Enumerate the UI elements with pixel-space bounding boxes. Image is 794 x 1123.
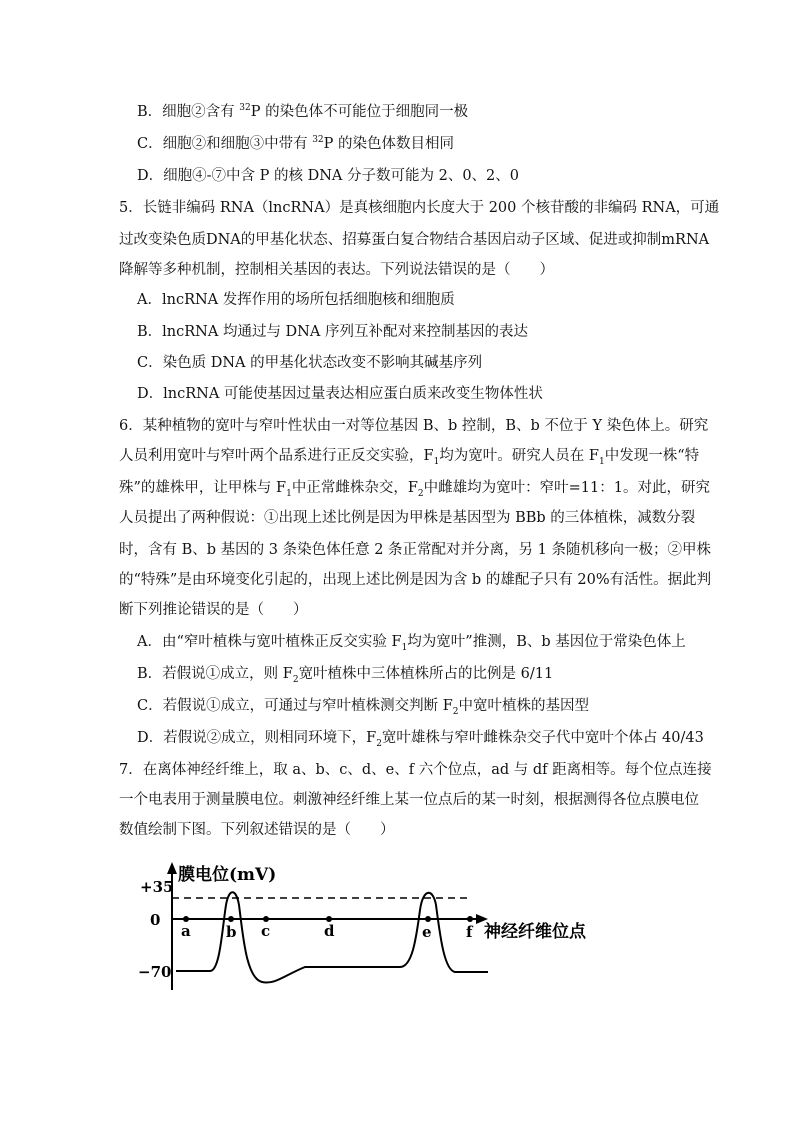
q5-option-b: B．lncRNA 均通过与 DNA 序列互补配对来控制基因的表达 (137, 324, 528, 340)
ytick-0: 0 (150, 911, 161, 929)
q6-stem-line-5: 时，含有 B、b 基因的 3 条染色体任意 2 条正常配对并分离，另 1 条随机移向一极；②甲株 (119, 542, 711, 558)
q7-stem-line-3: 数值绘制下图。下列叙述错误的是（ ） (119, 822, 395, 838)
q6-option-c: C．若假说①成立，可通过与窄叶植株测交判断 $F_2$中宽叶植株的基因型 (137, 698, 589, 717)
membrane-potential-figure (130, 858, 600, 998)
q5-option-a: A．lncRNA 发挥作用的场所包括细胞核和细胞质 (137, 292, 455, 308)
site-c-label: c (261, 922, 271, 940)
site-f-dot (467, 916, 473, 922)
q4-option-b: B．细胞②含有 $^{32}$P 的染色体不可能位于细胞同一极 (137, 103, 469, 120)
y-axis-arrow-icon (167, 862, 177, 874)
q6-stem-line-3: 殊”的雄株甲，让甲株与 $F_1$中正常雌株杂交，$F_2$中雌雄均为宽叶：窄叶=11：1。对此，研究 (119, 480, 710, 499)
q6-stem-line-7: 断下列推论错误的是（ ） (119, 602, 308, 618)
site-b-label: b (226, 923, 237, 941)
q7-stem-line-2: 一个电表用于测量膜电位。刺激神经纤维上某一位点后的某一时刻，根据测得各位点膜电位 (119, 792, 699, 808)
site-a-label: a (181, 922, 191, 940)
site-b-dot (228, 916, 234, 922)
q6-option-d: D．若假说②成立，则相同环境下，$F_2$宽叶雄株与窄叶雌株杂交子代中宽叶个体占 40/43 (137, 730, 704, 749)
q6-stem-line-1: 6．某种植物的宽叶与窄叶性状由一对等位基因 B、b 控制，B、b 不位于 Y 染色体上。研究 (119, 418, 709, 434)
y-axis-label: 膜电位(mV) (178, 865, 277, 885)
ytick-plus35: +35 (140, 878, 174, 896)
site-f-label: f (466, 923, 473, 941)
q6-stem-line-2: 人员利用宽叶与窄叶两个品系进行正反交实验，$F_1$均为宽叶。研究人员在 $F_1$中发现一株“特 (119, 448, 700, 467)
ytick-minus70: −70 (138, 963, 172, 981)
x-axis-label: 神经纤维位点 (484, 922, 586, 942)
q4-option-d: D．细胞④-⑦中含 P 的核 DNA 分子数可能为 2、0、2、0 (137, 168, 520, 184)
q5-stem-line-3: 降解等多种机制，控制相关基因的表达。下列说法错误的是（ ） (119, 262, 554, 278)
q5-stem-line-1: 5．长链非编码 RNA（lncRNA）是真核细胞内长度大于 200 个核苷酸的非编码 RNA，可通 (119, 200, 720, 216)
q6-stem-line-4: 人员提出了两种假说：①出现上述比例是因为甲株是基因型为 BBb 的三体植株，减数分裂 (119, 510, 696, 526)
q5-option-c: C．染色质 DNA 的甲基化状态改变不影响其碱基序列 (137, 355, 483, 371)
site-e-label: e (422, 923, 432, 941)
site-e-dot (425, 916, 431, 922)
q6-stem-line-6: 的“特殊”是由环境变化引起的，出现上述比例是因为含 b 的雄配子只有 20%有活性。据此判 (119, 572, 712, 588)
site-d-label: d (324, 922, 335, 940)
q7-stem-line-1: 7．在离体神经纤维上，取 a、b、c、d、e、f 六个位点，ad 与 df 距离相等。每个位点连接 (119, 762, 712, 778)
q4-option-c: C．细胞②和细胞③中带有 $^{32}$P 的染色体数目相同 (137, 135, 455, 152)
q5-stem-line-2: 过改变染色质DNA的甲基化状态、招募蛋白复合物结合基因启动子区域、促进或抑制mRNA (119, 232, 710, 248)
q6-option-b: B．若假说①成立，则 $F_2$宽叶植株中三体植株所占的比例是 6/11 (137, 666, 554, 685)
q6-option-a: A．由“窄叶植株与宽叶植株正反交实验 $F_1$均为宽叶”推测，B、b 基因位于常染色体上 (137, 634, 686, 653)
q5-option-d: D．lncRNA 可能使基因过量表达相应蛋白质来改变生物体性状 (137, 386, 543, 402)
